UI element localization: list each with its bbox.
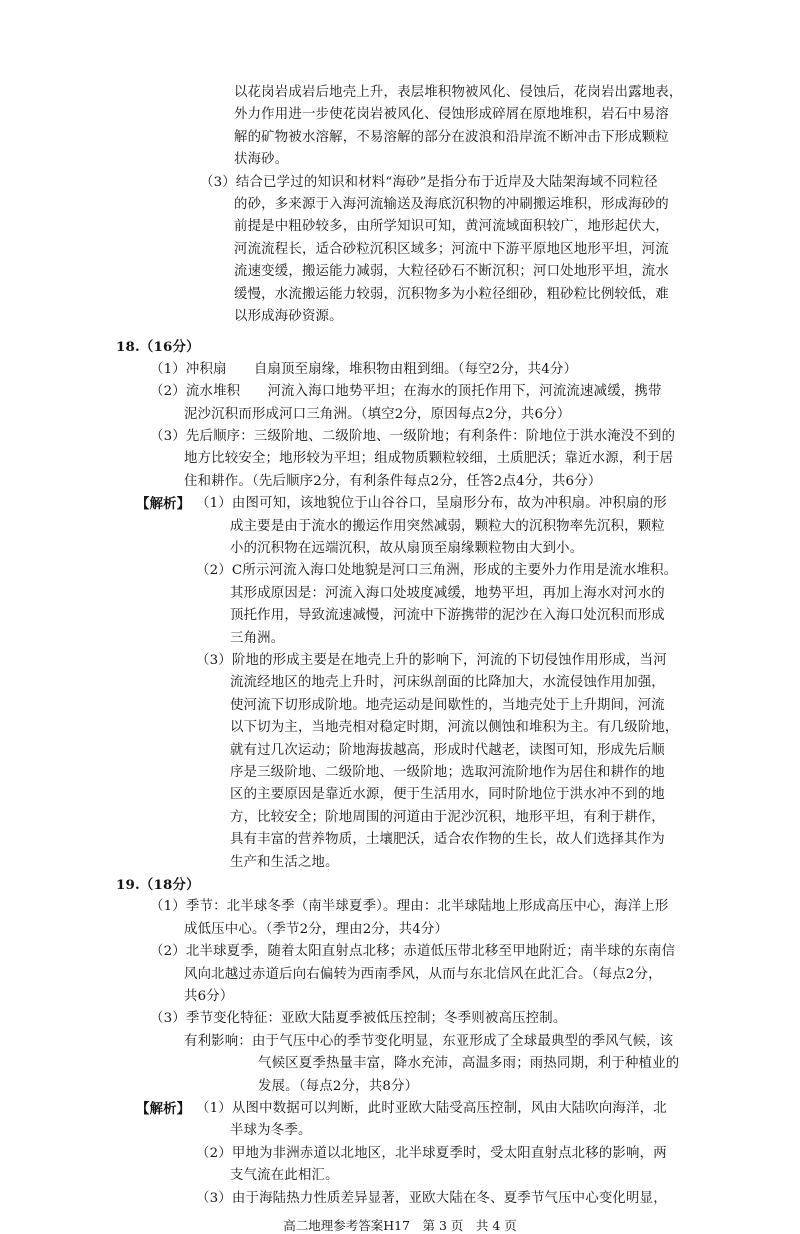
text-line: 流速变缓，搬运能力减弱，大粒径砂石不断沉积；河口处地形平坦，流水 <box>234 264 669 280</box>
text-line: 解的矿物被水溶解，不易溶解的部分在波浪和沿岸流不断冲击下形成颗粒 <box>234 129 669 145</box>
text-line: （3）阶地的形成主要是在地壳上升的影响下，河流的下切侵蚀作用形成，当河 <box>196 653 667 668</box>
text-line: 小的沉积物在远端沉积，故从扇顶至扇缘颗粒物由大到小。 <box>230 541 584 556</box>
text-line: （2）北半球夏季，随着太阳直射点北移；赤道低压带北移至甲地附近；南半球的东南信 <box>150 944 676 960</box>
text-line: 生产和生活之地。 <box>230 854 339 870</box>
text-line: （2）甲地为非洲赤道以北地区，北半球夏季时，受太阳直射点北移的影响，两 <box>196 1145 667 1161</box>
text-line: 具有丰富的营养物质，土壤肥沃，适合农作物的生长，故人们选择其作为 <box>230 832 665 848</box>
text-line: 外力作用进一步使花岗岩被风化、侵蚀形成碎屑在原地堆积，岩石中易溶 <box>234 107 669 123</box>
text-line: 顶托作用，导致流速减慢，河流中下游携带的泥沙在入海口处沉积而形成 <box>230 608 665 624</box>
page-footer: 高二地理参考答案H17 第 3 页 共 4 页 <box>283 1218 517 1233</box>
text-line: 三角洲。 <box>230 630 285 646</box>
text-line: 状海砂。 <box>234 152 289 168</box>
text-line: （3）结合已学过的知识和材料“海砂”是指分布于近岸及大陆架海域不同粒径 <box>200 174 658 190</box>
text-line: 前提是中粗砂较多，由所学知识可知，黄河流域面积较广，地形起伏大， <box>234 219 669 235</box>
text-line: 区的主要原因是靠近水源，便于生活用水，同时阶地位于洪水冲不到的地 <box>230 787 665 803</box>
text-line: （1）季节：北半球冬季（南半球夏季）。理由：北半球陆地上形成高压中心，海洋上形 <box>150 899 669 915</box>
text-line: 使河流下切形成阶地。地壳运动是间歇性的，当地壳处于上升期间，河流 <box>230 697 665 713</box>
text-line: （2）C所示河流入海口处地貌是河口三角洲，形成的主要外力作用是流水堆积。 <box>196 563 678 579</box>
text-line: 方，比较安全；阶地周围的河道由于泥沙沉积，地形平坦，有利于耕作， <box>230 809 665 825</box>
text-line: 就有过几次运动；阶地海拔越高，形成时代越老，读图可知，形成先后顺 <box>230 742 665 758</box>
text-line: 气候区夏季热量丰富，降水充沛，高温多雨；雨热同期，利于种植业的 <box>258 1056 680 1072</box>
text-line: 风向北越过赤道后向右偏转为西南季风，从而与东北信风在此汇合。（每点2分， <box>184 966 662 982</box>
text-line: 住和耕作。（先后顺序2分，有利条件每点2分，任答2点4分，共6分） <box>184 473 602 489</box>
q18-header: 18.（16分） <box>116 339 200 356</box>
text-line: 半球为冬季。 <box>230 1123 312 1139</box>
text-line: 支气流在此相汇。 <box>230 1168 339 1184</box>
text-line: （2）流水堆积 河流入海口地势平坦；在海水的顶托作用下，河流流速减缓，携带 <box>150 384 662 400</box>
q18-analysis-label: 【解析】 <box>136 496 191 513</box>
text-line: （3）先后顺序：三级阶地、二级阶地、一级阶地；有利条件：阶地位于洪水淹没不到的 <box>150 429 676 444</box>
q18-answer-1: （1）冲积扇 自扇顶至扇缘，堆积物由粗到细。（每空2分，共4分） <box>150 361 578 377</box>
text-line: （3）季节变化特征：亚欧大陆夏季被低压控制；冬季则被高压控制。 <box>150 1011 567 1027</box>
text-line: 其形成原因是：河流入海口处坡度减缓，地势平坦，再加上海水对河水的 <box>230 585 665 601</box>
text-line: 有利影响：由于气压中心的季节变化明显，东亚形成了全球最典型的季风气候，该 <box>184 1033 674 1049</box>
text-line: 泥沙沉积而形成河口三角洲。（填空2分，原因每点2分，共6分） <box>184 406 571 422</box>
text-line: 以下切为主，当地壳相对稳定时期，河流以侧蚀和堆积为主。有几级阶地， <box>230 720 679 736</box>
text-line: 成主要是由于流水的搬运作用突然减弱，颗粒大的沉积物率先沉积，颗粒 <box>230 518 665 534</box>
text-line: 缓慢，水流搬运能力较弱，沉积物多为小粒径细砂，粗砂粒比例较低，难 <box>234 286 669 302</box>
text-line: 序是三级阶地、二级阶地、一级阶地；选取河流阶地作为居住和耕作的地 <box>230 765 665 780</box>
q19-analysis-label: 【解析】 <box>136 1101 191 1117</box>
text-line: 流流经地区的地壳上升时，河床纵剖面的比降加大，水流侵蚀作用加强， <box>230 675 665 691</box>
text-line: 共6分） <box>184 989 234 1004</box>
text-line: 地方比较安全；地形较为平坦；组成物质颗粒较细，土质肥沃；靠近水源，利于居 <box>184 451 674 467</box>
text-line: 河流流程长，适合砂粒沉积区域多；河流中下游平原地区地形平坦，河流 <box>234 241 669 257</box>
text-line: （1）从图中数据可以判断，此时亚欧大陆受高压控制，风由大陆吹向海洋，北 <box>196 1101 667 1116</box>
text-line: 的砂，多来源于入海河流输送及海底沉积物的冲刷搬运堆积，形成海砂的 <box>234 197 669 212</box>
text-line: 以形成海砂资源。 <box>234 309 343 324</box>
q19-header: 19.（18分） <box>116 877 200 893</box>
text-line: （1）由图可知，该地貌位于山谷谷口，呈扇形分布，故为冲积扇。冲积扇的形 <box>196 496 667 512</box>
text-line: 发展。（每点2分，共8分） <box>258 1078 419 1094</box>
text-line: （3）由于海陆热力性质差异显著，亚欧大陆在冬、夏季节气压中心变化明显， <box>196 1190 667 1206</box>
text-line: 以花岗岩成岩后地壳上升，表层堆积物被风化、侵蚀后，花岗岩出露地表， <box>234 85 683 100</box>
text-line: 成低压中心。（季节2分，理由2分，共4分） <box>184 921 449 937</box>
